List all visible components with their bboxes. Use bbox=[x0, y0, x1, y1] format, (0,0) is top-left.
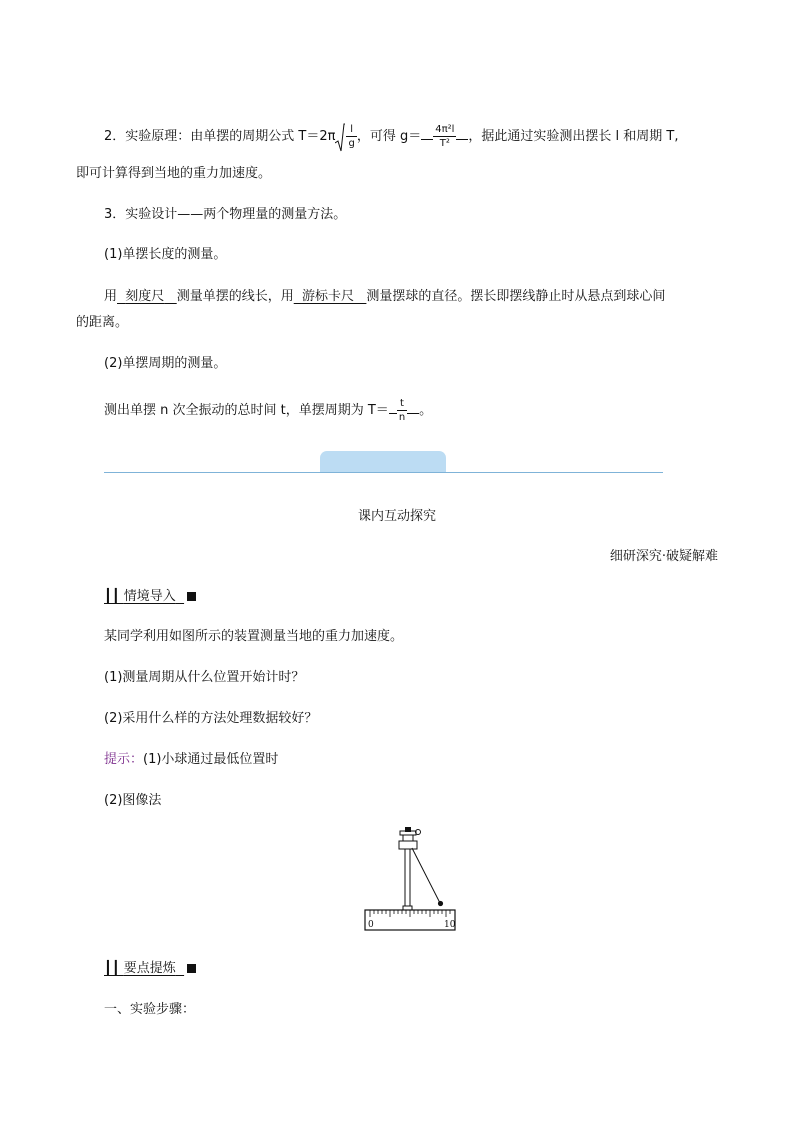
section-tab bbox=[320, 451, 446, 473]
sqrt-sign bbox=[335, 123, 345, 153]
period-measure-title: (2)单摆周期的测量。 bbox=[104, 356, 227, 371]
scale-end-label: 10 bbox=[444, 920, 456, 930]
sqrt-expression bbox=[335, 123, 356, 150]
principle-suffix: ，据此通过实验测出摆长 l 和周期 T, bbox=[468, 129, 679, 144]
scene-intro: 某同学利用如图所示的装置测量当地的重力加速度。 bbox=[104, 629, 404, 644]
principle-line-2: 即可计算得到当地的重力加速度。 bbox=[76, 166, 272, 181]
sqrt-denominator: g bbox=[348, 138, 355, 149]
scene-question-1: (1)测量周期从什么位置开始计时？ bbox=[104, 670, 305, 685]
points-heading: ┃┃ 要点提炼 bbox=[104, 957, 196, 976]
principle-prefix: 2．实验原理：由单摆的周期公式 T＝2π bbox=[104, 129, 336, 144]
principle-mid: ，可得 g＝ bbox=[356, 129, 422, 144]
section-divider bbox=[104, 472, 663, 473]
heading-mark-icon bbox=[187, 592, 196, 601]
g-numerator: 4π²l bbox=[435, 124, 455, 135]
blank-caliper: 游标卡尺 bbox=[301, 289, 354, 304]
pendulum-apparatus-figure bbox=[360, 824, 460, 934]
principle-line-1 bbox=[104, 123, 678, 150]
scene-answer-2: (2)图像法 bbox=[104, 793, 162, 808]
length-measure-line-1: 用 刻度尺 测量单摆的线长，用 游标卡尺 测量摆球的直径。摆长即摆线静止时从悬点到球心间 bbox=[104, 289, 666, 304]
design-heading: 3．实验设计——两个物理量的测量方法。 bbox=[104, 207, 347, 222]
scene-question-2: (2)采用什么样的方法处理数据较好？ bbox=[104, 711, 318, 726]
blank-ruler: 刻度尺 bbox=[125, 289, 165, 304]
scene-heading: ┃┃ 情境导入 bbox=[104, 585, 196, 604]
scale-start-label: 0 bbox=[368, 920, 374, 930]
sqrt-numerator: l bbox=[346, 123, 356, 137]
heading-mark-icon bbox=[187, 964, 196, 973]
length-measure-title: (1)单摆长度的测量。 bbox=[104, 247, 227, 262]
scene-heading-text: 情境导入 bbox=[123, 589, 176, 604]
hint-label: 提示： bbox=[104, 752, 144, 767]
section-subtitle: 细研深究·破疑解难 bbox=[609, 549, 718, 564]
period-formula: $\frac{t}{n}$ bbox=[398, 398, 406, 423]
g-denominator: T² bbox=[439, 138, 450, 149]
section-title: 课内互动探究 bbox=[357, 509, 436, 524]
scene-answer-1: 提示：(1)小球通过最低位置时 bbox=[104, 752, 279, 767]
length-measure-line-2: 的距离。 bbox=[76, 315, 129, 330]
g-formula bbox=[433, 123, 456, 150]
points-heading-text: 要点提炼 bbox=[123, 961, 176, 976]
steps-heading: 一、实验步骤： bbox=[104, 1002, 196, 1017]
period-measure-line: 测出单摆 n 次全振动的总时间 t，单摆周期为 T＝ $\frac{t}{n}$ 。 bbox=[104, 398, 433, 423]
